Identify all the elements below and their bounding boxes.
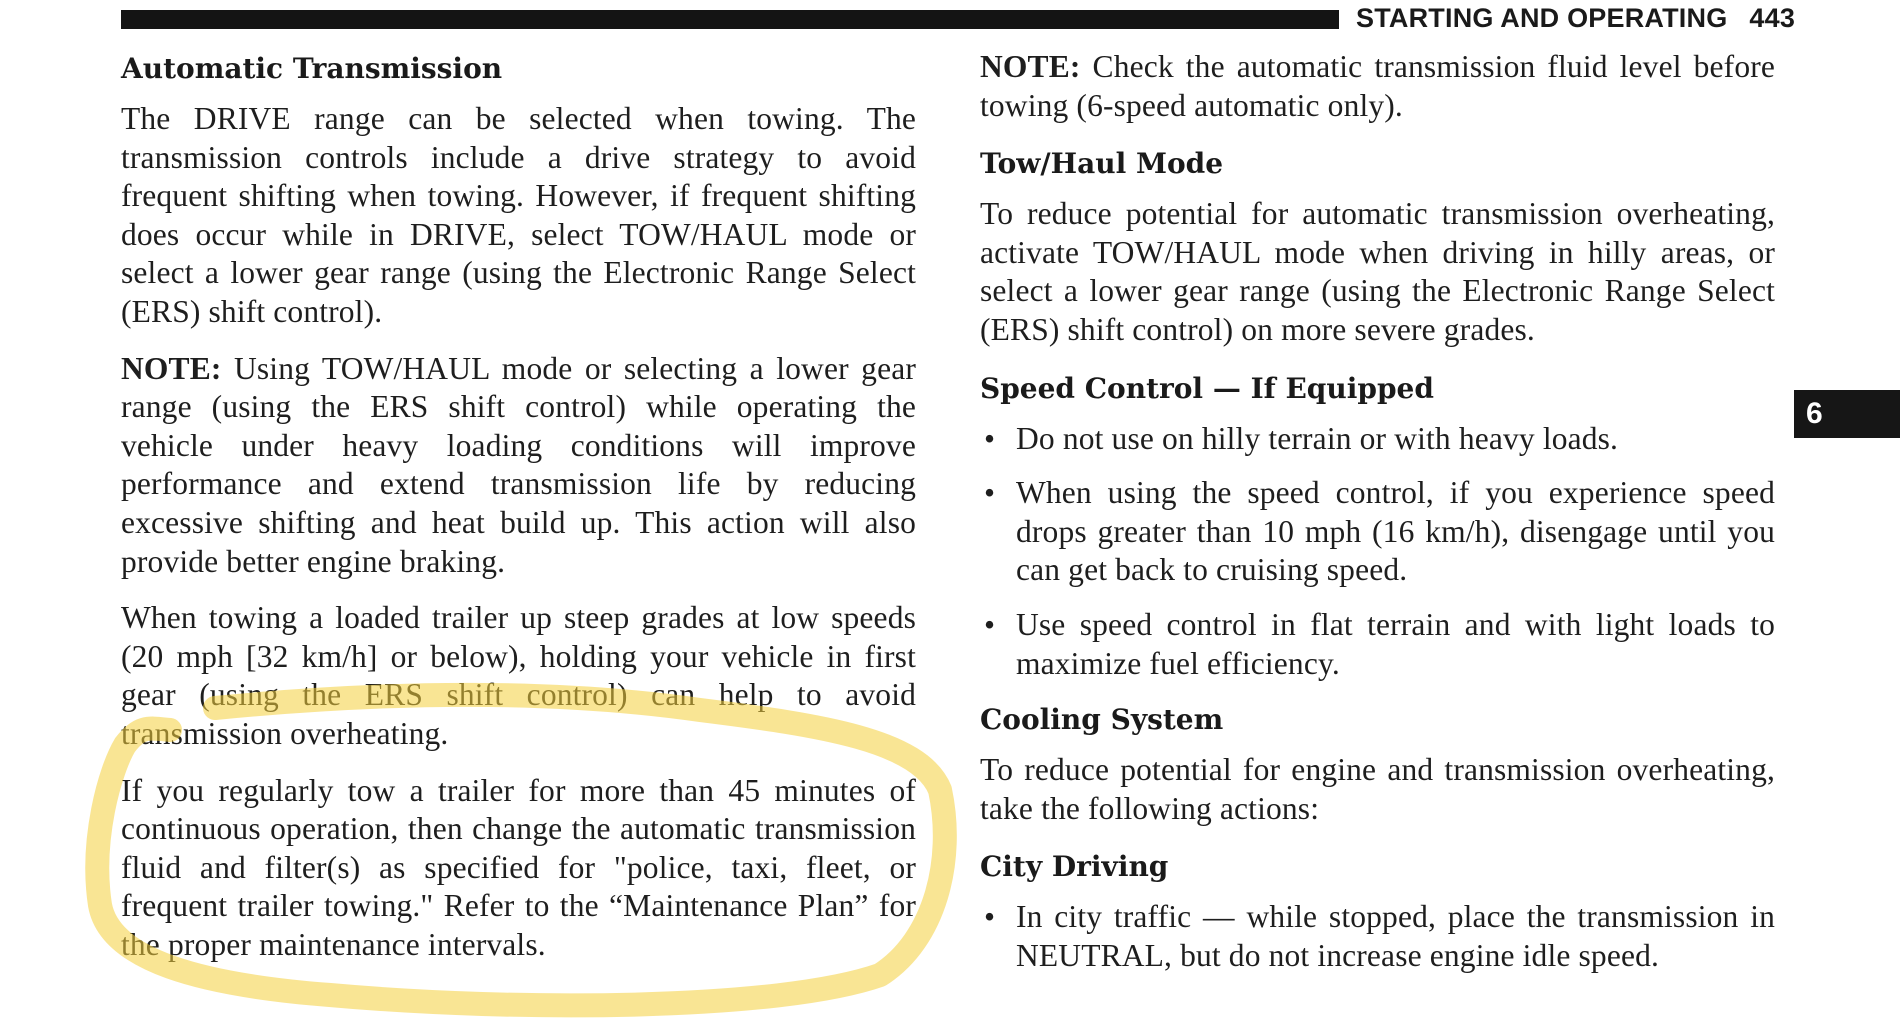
section-title: STARTING AND OPERATING (1356, 3, 1728, 33)
list-item: • In city traffic — while stopped, place the transmission in NEUTRAL, but do not increase engine idle speed. (984, 899, 1775, 973)
drive-range-paragraph: The DRIVE range can be selected when towing. The transmission controls include a drive strategy to avoid frequent shifting when towing. However, if frequent shifting does occur while in DRIVE, select TOW/HAUL mode or select a lower gear range (using the Electronic Range Select (ERS) shift control). (121, 101, 916, 329)
list-item: • Use speed control in flat terrain and with light loads to maximize fuel efficiency. (984, 606, 1775, 681)
bullet-icon: • (984, 475, 996, 511)
left-column (121, 48, 916, 982)
cooling-system-heading: Cooling System (980, 703, 1224, 737)
tow-haul-heading: Tow/Haul Mode (980, 147, 1224, 181)
steep-grades-paragraph: When towing a loaded trailer up steep grades at low speeds (20 mph [32 km/h] or below), holding your vehicle in first gear (using the ERS shift control) can help to avoid transmission overheating. (121, 600, 916, 751)
bullet-icon: • (984, 899, 996, 935)
header-rule (121, 10, 1339, 29)
page-number: 443 (1749, 3, 1796, 33)
city-driving-list (980, 898, 1775, 975)
fluid-check-note (980, 48, 1775, 125)
note-text: Check the automatic transmission fluid level before towing (6-speed automatic only). (980, 49, 1775, 123)
speed-control-heading: Speed Control — If Equipped (980, 371, 1434, 405)
note-text: Using TOW/HAUL mode or selecting a lower gear range (using the ERS shift control) while operating the vehicle under heavy loading conditions will improve performance and extend transmission life by reducing excessive shifting and heat build up. This action will also provide better engine braking. (121, 350, 916, 579)
speed-control-list (980, 420, 1775, 684)
fluid-change-paragraph: If you regularly tow a trailer for more than 45 minutes of continuous operation, then change the automatic transmission fluid and filter(s) as specified for "police, taxi, fleet, or frequent trailer towing." Refer to the “Maintenance Plan” for the proper maintenance intervals. (121, 772, 916, 962)
automatic-transmission-heading: Automatic Transmission (121, 52, 503, 85)
list-item: • When using the speed control, if you experience speed drops greater than 10 mph (16 km/h), disengage until you can get back to cruising speed. (984, 475, 1775, 588)
note-label: NOTE: (121, 350, 222, 386)
list-item: • Do not use on hilly terrain or with heavy loads. (980, 420, 1775, 459)
cooling-paragraph: To reduce potential for engine and transmission overheating, take the following actions: (980, 752, 1775, 826)
right-column (980, 48, 1775, 992)
running-header (1356, 3, 1795, 34)
tow-haul-paragraph: To reduce potential for automatic transmission overheating, activate TOW/HAUL mode when driving in hilly areas, or select a lower gear range (using the Electronic Range Select (ERS) shift control) on more severe grades. (980, 196, 1775, 347)
bullet-icon: • (984, 606, 996, 642)
city-driving-heading: City Driving (980, 850, 1169, 884)
chapter-tab: 6 (1794, 390, 1900, 438)
tow-haul-note (121, 350, 916, 582)
bullet-icon: • (984, 420, 996, 456)
note-label: NOTE: (980, 49, 1081, 84)
